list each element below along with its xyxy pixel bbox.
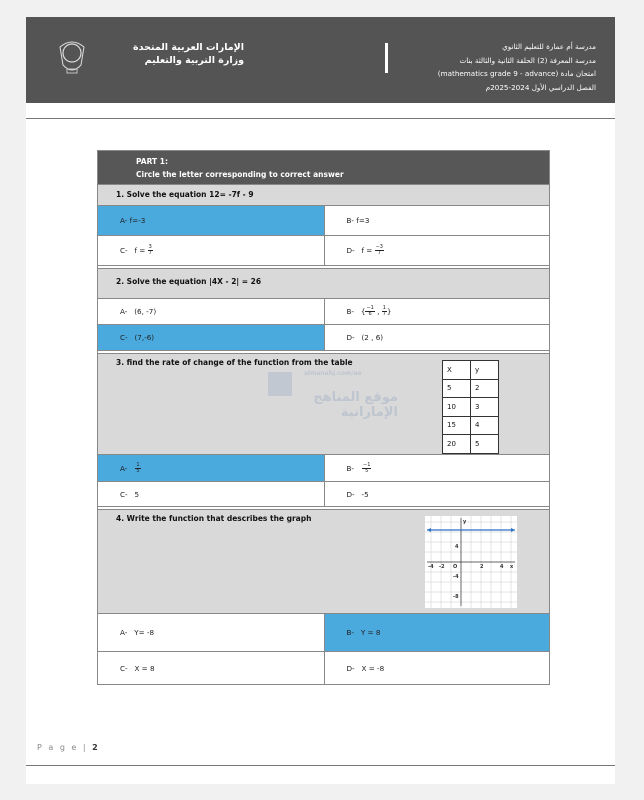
question-2-answers-row-2: [98, 325, 549, 351]
svg-text:-4: -4: [453, 574, 459, 580]
question-1-answers-row-1: [98, 206, 549, 236]
fraction: $\frac{1}{7}$: [382, 305, 386, 317]
q2-option-b[interactable]: B- { $\frac{-1}{6}$ , $\frac{1}{7}$ }: [324, 299, 550, 324]
footer-rule: [26, 765, 615, 766]
q2-option-a[interactable]: A- (6, -7): [120, 307, 157, 316]
page-footer: [37, 743, 98, 752]
fraction: $\frac{1}{5}$: [136, 461, 140, 474]
header-divider: [385, 43, 388, 73]
table-cell: 4: [471, 416, 499, 435]
question-2-text: 2. Solve the equation |4X - 2| = 26: [116, 277, 262, 286]
question-2-answers-row-1: [98, 299, 549, 325]
header-banner: [26, 17, 615, 103]
q4-option-b[interactable]: B- Y = 8: [324, 614, 550, 651]
svg-text:2: 2: [480, 564, 484, 570]
q3-option-c[interactable]: C- 5: [120, 489, 140, 499]
table-cell: 20: [443, 435, 471, 454]
q4-option-a[interactable]: A- Y= -8: [120, 628, 155, 637]
question-table: [97, 150, 550, 685]
q2-option-c[interactable]: C- (7,-6): [98, 325, 324, 350]
svg-text:-8: -8: [453, 594, 459, 600]
ministry-line-2: وزارة التربية والتعليم: [144, 55, 244, 66]
svg-text:-2: -2: [439, 564, 445, 570]
table-row: [443, 435, 499, 454]
q3-option-b[interactable]: B- $\frac{-1}{5}$: [324, 455, 550, 481]
question-4-answers-row-1: [98, 614, 549, 652]
svg-text:-4: -4: [428, 564, 434, 570]
part-instruction: Circle the letter corresponding to correct answer: [136, 170, 344, 179]
semester: الفصل الدراسي الأول 2024-2025م: [485, 82, 596, 92]
watermark-title: موقع المناهج الإماراتية: [313, 390, 398, 420]
question-3-answers-row-1: [98, 455, 549, 482]
worksheet-page: [26, 17, 615, 784]
q4-option-d[interactable]: D- X = -8: [324, 652, 550, 684]
svg-text:x: x: [510, 564, 514, 570]
table-cell: 3: [471, 398, 499, 417]
exam-subject: امتحان مادة (mathematics grade 9 - advance): [437, 69, 596, 78]
uae-emblem-icon: [56, 35, 88, 79]
fraction: $\frac{-1}{5}$: [363, 461, 371, 474]
q1-option-d[interactable]: D- f = $\frac{-3}{7}$: [324, 236, 550, 265]
question-1: [98, 185, 549, 206]
table-cell: 5: [471, 435, 499, 454]
school-line-2: مدرسة المعرفة (2) الحلقة الثانية والثالثة بنات: [459, 55, 596, 65]
table-cell: 10: [443, 398, 471, 417]
svg-text:O: O: [453, 564, 458, 570]
table-row: [443, 416, 499, 435]
ministry-name: [94, 41, 244, 67]
question-3-text: 3. find the rate of change of the function from the table: [116, 358, 353, 367]
fraction: $\frac{-3}{7}$: [375, 244, 383, 256]
q2-option-d[interactable]: D- (2 , 6): [324, 325, 550, 350]
svg-text:4: 4: [500, 564, 504, 570]
school-line-1: مدرسة أم عمارة للتعليم الثانوي: [502, 42, 596, 51]
table-cell: 2: [471, 379, 499, 398]
school-info: [406, 40, 596, 94]
q1-option-b[interactable]: B- f=3: [324, 206, 550, 235]
part-header: [98, 151, 549, 185]
watermark-url: almanahj.com/ae: [304, 370, 362, 377]
question-4-text: 4. Write the function that describes the graph: [116, 514, 312, 523]
table-row: [443, 398, 499, 417]
page-label: P a g e |: [37, 743, 93, 752]
part-title: PART 1:: [136, 157, 168, 166]
ministry-line-1: الإمارات العربية المتحدة: [133, 42, 244, 53]
table-header-cell: y: [471, 361, 499, 380]
question-2: [98, 269, 549, 299]
question-3-answers-row-2: [98, 482, 549, 507]
question-4: [98, 510, 549, 614]
line-graph: [425, 516, 517, 608]
svg-text:4: 4: [455, 544, 459, 550]
table-row: [443, 379, 499, 398]
question-3: [98, 354, 549, 455]
watermark-logo: [268, 372, 292, 396]
question-4-answers-row-2: [98, 652, 549, 684]
fraction: $\frac{-1}{6}$: [366, 305, 374, 317]
page-number: 2: [92, 743, 98, 752]
q3-option-d[interactable]: D- -5: [324, 482, 550, 506]
fraction: $\frac{3}{7}$: [148, 244, 152, 256]
table-header-cell: X: [443, 361, 471, 380]
question-1-text: 1. Solve the equation 12= -7f - 9: [116, 190, 254, 199]
table-cell: 5: [443, 379, 471, 398]
table-header-row: [443, 361, 499, 380]
q3-option-a[interactable]: A- $\frac{1}{5}$: [98, 455, 324, 481]
values-table: [442, 360, 499, 454]
q1-option-a[interactable]: A- f=-3: [98, 206, 324, 235]
header-rule: [26, 118, 615, 119]
q1-option-c[interactable]: C- f = $\frac{3}{7}$: [120, 244, 152, 256]
question-1-answers-row-2: [98, 236, 549, 266]
table-cell: 15: [443, 416, 471, 435]
watermark: [268, 364, 398, 424]
svg-text:y: y: [463, 519, 467, 525]
q4-option-c[interactable]: C- X = 8: [120, 663, 155, 673]
